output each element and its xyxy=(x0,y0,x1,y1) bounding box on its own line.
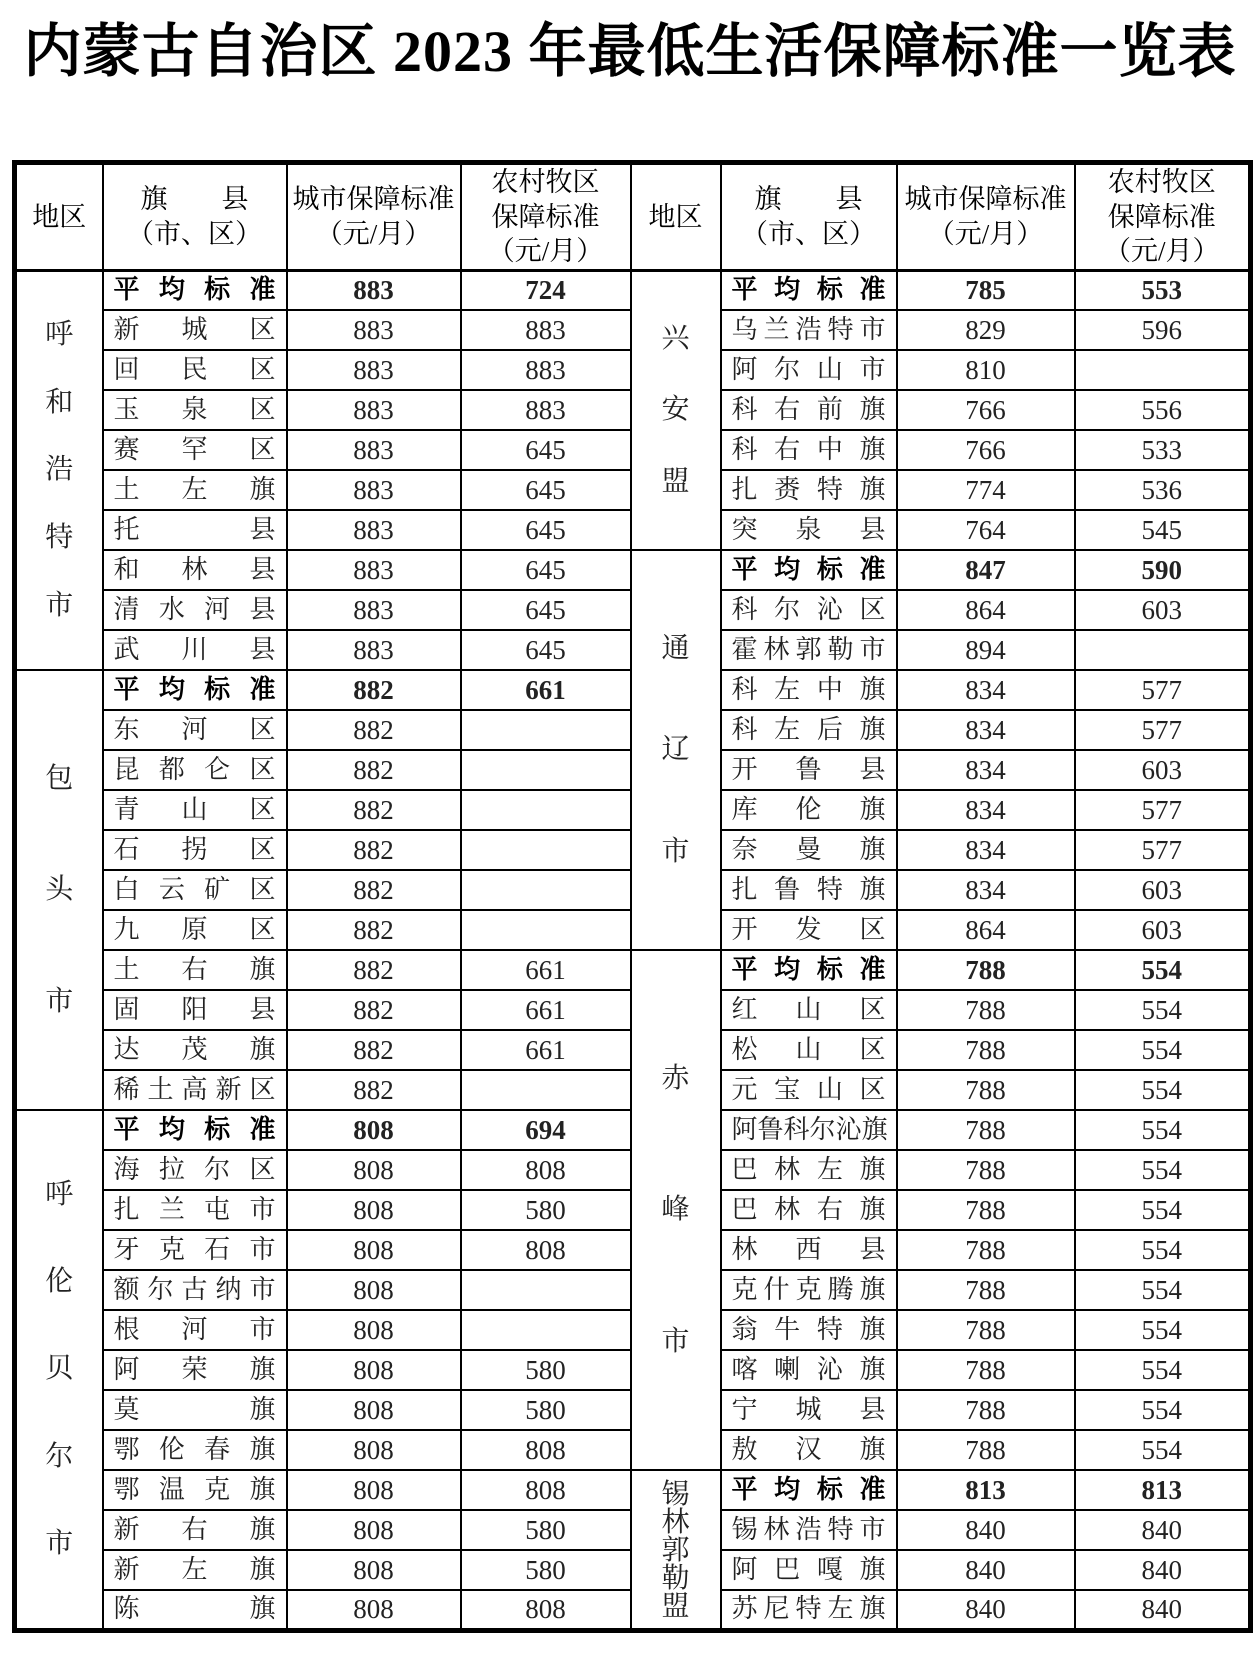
urban-standard-cell: 847 xyxy=(897,550,1075,590)
urban-standard-cell: 840 xyxy=(897,1510,1075,1550)
county-cell: 和 林 县 xyxy=(103,550,287,590)
urban-standard-cell: 883 xyxy=(287,550,461,590)
rural-standard-cell: 813 xyxy=(1075,1470,1251,1510)
region-label: 呼 伦 贝 尔 市 xyxy=(45,1178,74,1560)
header-county-line2: （市、区） xyxy=(127,218,262,249)
rural-standard-cell: 645 xyxy=(461,470,631,510)
urban-standard-cell: 882 xyxy=(287,790,461,830)
county-cell: 霍 林 郭 勒 市 xyxy=(721,630,897,670)
county-cell: 库 伦 旗 xyxy=(721,790,897,830)
header-rural-line3: （元/月） xyxy=(1103,236,1220,267)
rural-standard-cell: 883 xyxy=(461,310,631,350)
rural-standard-cell: 554 xyxy=(1075,1270,1251,1310)
urban-standard-cell: 882 xyxy=(287,950,461,990)
urban-standard-cell: 785 xyxy=(897,270,1075,310)
rural-standard-cell: 596 xyxy=(1075,310,1251,350)
county-cell: 东 河 区 xyxy=(103,710,287,750)
rural-standard-cell: 883 xyxy=(461,350,631,390)
urban-standard-cell: 788 xyxy=(897,950,1075,990)
header-rural-left xyxy=(461,163,631,271)
urban-standard-cell: 882 xyxy=(287,1030,461,1070)
rural-standard-cell: 883 xyxy=(461,390,631,430)
rural-standard-cell: 840 xyxy=(1075,1550,1251,1590)
rural-standard-cell: 661 xyxy=(461,990,631,1030)
county-cell: 开 鲁 县 xyxy=(721,750,897,790)
region-cell xyxy=(631,550,721,950)
county-cell: 武 川 县 xyxy=(103,630,287,670)
county-cell: 科 尔 沁 区 xyxy=(721,590,897,630)
county-cell: 扎 兰 屯 市 xyxy=(103,1190,287,1230)
county-cell: 科 左 后 旗 xyxy=(721,710,897,750)
header-rural-right xyxy=(1075,163,1251,271)
urban-standard-cell: 882 xyxy=(287,830,461,870)
urban-standard-cell: 834 xyxy=(897,710,1075,750)
urban-standard-cell: 883 xyxy=(287,270,461,310)
county-cell: 扎 鲁 特 旗 xyxy=(721,870,897,910)
urban-standard-cell: 840 xyxy=(897,1590,1075,1630)
rural-standard-cell: 580 xyxy=(461,1510,631,1550)
header-urban-line1: 城市保障标准 xyxy=(904,184,1067,215)
county-cell: 石 拐 区 xyxy=(103,830,287,870)
county-cell: 红 山 区 xyxy=(721,990,897,1030)
table-row xyxy=(15,270,1251,310)
rural-standard-cell: 577 xyxy=(1075,710,1251,750)
county-cell: 达 茂 旗 xyxy=(103,1030,287,1070)
rural-standard-cell: 577 xyxy=(1075,830,1251,870)
county-cell: 平 均 标 准 xyxy=(721,950,897,990)
rural-standard-cell: 554 xyxy=(1075,1310,1251,1350)
urban-standard-cell: 894 xyxy=(897,630,1075,670)
urban-standard-cell: 834 xyxy=(897,870,1075,910)
rural-standard-cell: 645 xyxy=(461,510,631,550)
county-cell: 奈 曼 旗 xyxy=(721,830,897,870)
table-row xyxy=(15,1470,1251,1510)
urban-standard-cell: 883 xyxy=(287,430,461,470)
county-cell: 固 阳 县 xyxy=(103,990,287,1030)
urban-standard-cell: 766 xyxy=(897,430,1075,470)
table-row xyxy=(15,950,1251,990)
rural-standard-cell: 554 xyxy=(1075,990,1251,1030)
rural-standard-cell: 580 xyxy=(461,1350,631,1390)
county-cell: 科 右 前 旗 xyxy=(721,390,897,430)
header-county-right xyxy=(721,163,897,271)
urban-standard-cell: 808 xyxy=(287,1230,461,1270)
rural-standard-cell: 724 xyxy=(461,270,631,310)
rural-standard-cell: 554 xyxy=(1075,1190,1251,1230)
urban-standard-cell: 883 xyxy=(287,630,461,670)
region-cell xyxy=(15,270,103,670)
county-cell: 巴 林 左 旗 xyxy=(721,1150,897,1190)
urban-standard-cell: 882 xyxy=(287,1070,461,1110)
header-rural-line1: 农村牧区 xyxy=(1107,167,1216,197)
county-cell: 青 山 区 xyxy=(103,790,287,830)
urban-standard-cell: 788 xyxy=(897,1190,1075,1230)
region-label: 通 辽 市 xyxy=(661,632,690,867)
header-county-line1: 旗 县 xyxy=(140,184,249,215)
rural-standard-cell xyxy=(461,870,631,910)
urban-standard-cell: 810 xyxy=(897,350,1075,390)
county-cell: 宁 城 县 xyxy=(721,1390,897,1430)
county-cell: 莫 旗 xyxy=(103,1390,287,1430)
header-rural-line2: 保障标准 xyxy=(491,201,600,232)
county-cell: 新 城 区 xyxy=(103,310,287,350)
county-cell: 平 均 标 准 xyxy=(721,1470,897,1510)
rural-standard-cell: 645 xyxy=(461,430,631,470)
county-cell: 土 右 旗 xyxy=(103,950,287,990)
rural-standard-cell: 577 xyxy=(1075,670,1251,710)
urban-standard-cell: 808 xyxy=(287,1150,461,1190)
table-body xyxy=(15,270,1251,1630)
rural-standard-cell: 590 xyxy=(1075,550,1251,590)
region-cell xyxy=(15,1110,103,1630)
county-cell: 鄂 温 克 旗 xyxy=(103,1470,287,1510)
rural-standard-cell: 554 xyxy=(1075,1070,1251,1110)
rural-standard-cell: 645 xyxy=(461,630,631,670)
urban-standard-cell: 808 xyxy=(287,1350,461,1390)
county-cell: 平 均 标 准 xyxy=(721,550,897,590)
rural-standard-cell: 808 xyxy=(461,1150,631,1190)
urban-standard-cell: 808 xyxy=(287,1270,461,1310)
rural-standard-cell: 603 xyxy=(1075,910,1251,950)
header-row xyxy=(15,163,1251,271)
urban-standard-cell: 882 xyxy=(287,710,461,750)
county-cell: 元 宝 山 区 xyxy=(721,1070,897,1110)
header-region-left: 地区 xyxy=(15,163,103,271)
county-cell: 玉 泉 区 xyxy=(103,390,287,430)
county-cell: 平 均 标 准 xyxy=(103,1110,287,1150)
urban-standard-cell: 788 xyxy=(897,1150,1075,1190)
region-label: 锡 林 郭 勒 盟 xyxy=(661,1479,690,1623)
urban-standard-cell: 808 xyxy=(287,1470,461,1510)
urban-standard-cell: 829 xyxy=(897,310,1075,350)
urban-standard-cell: 883 xyxy=(287,390,461,430)
rural-standard-cell: 694 xyxy=(461,1110,631,1150)
rural-standard-cell: 554 xyxy=(1075,1030,1251,1070)
urban-standard-cell: 883 xyxy=(287,590,461,630)
rural-standard-cell: 533 xyxy=(1075,430,1251,470)
county-cell: 松 山 区 xyxy=(721,1030,897,1070)
urban-standard-cell: 808 xyxy=(287,1430,461,1470)
rural-standard-cell: 603 xyxy=(1075,870,1251,910)
rural-standard-cell: 603 xyxy=(1075,750,1251,790)
rural-standard-cell: 580 xyxy=(461,1390,631,1430)
urban-standard-cell: 883 xyxy=(287,310,461,350)
header-rural-line2: 保障标准 xyxy=(1107,201,1216,232)
rural-standard-cell: 840 xyxy=(1075,1590,1251,1630)
county-cell: 平 均 标 准 xyxy=(721,270,897,310)
rural-standard-cell xyxy=(461,1310,631,1350)
rural-standard-cell: 553 xyxy=(1075,270,1251,310)
urban-standard-cell: 808 xyxy=(287,1110,461,1150)
region-cell xyxy=(631,270,721,550)
county-cell: 托 县 xyxy=(103,510,287,550)
rural-standard-cell: 554 xyxy=(1075,950,1251,990)
region-cell xyxy=(631,1470,721,1630)
urban-standard-cell: 788 xyxy=(897,1310,1075,1350)
rural-standard-cell: 603 xyxy=(1075,590,1251,630)
county-cell: 额 尔 古 纳 市 xyxy=(103,1270,287,1310)
county-cell: 昆 都 仑 区 xyxy=(103,750,287,790)
county-cell: 阿 尔 山 市 xyxy=(721,350,897,390)
urban-standard-cell: 813 xyxy=(897,1470,1075,1510)
urban-standard-cell: 840 xyxy=(897,1550,1075,1590)
county-cell: 稀 土 高 新 区 xyxy=(103,1070,287,1110)
urban-standard-cell: 834 xyxy=(897,790,1075,830)
urban-standard-cell: 808 xyxy=(287,1390,461,1430)
urban-standard-cell: 788 xyxy=(897,1430,1075,1470)
rural-standard-cell: 808 xyxy=(461,1230,631,1270)
urban-standard-cell: 882 xyxy=(287,670,461,710)
urban-standard-cell: 882 xyxy=(287,990,461,1030)
urban-standard-cell: 788 xyxy=(897,1390,1075,1430)
region-label: 兴 安 盟 xyxy=(661,323,690,497)
rural-standard-cell: 808 xyxy=(461,1590,631,1630)
urban-standard-cell: 774 xyxy=(897,470,1075,510)
urban-standard-cell: 882 xyxy=(287,870,461,910)
urban-standard-cell: 808 xyxy=(287,1550,461,1590)
header-urban-line1: 城市保障标准 xyxy=(292,184,455,215)
header-rural-line1: 农村牧区 xyxy=(491,167,600,197)
region-label: 呼 和 浩 特 市 xyxy=(45,319,74,621)
header-county-left xyxy=(103,163,287,271)
rural-standard-cell: 556 xyxy=(1075,390,1251,430)
county-cell: 巴 林 右 旗 xyxy=(721,1190,897,1230)
county-cell: 新 右 旗 xyxy=(103,1510,287,1550)
table-header xyxy=(15,163,1251,271)
header-urban-right xyxy=(897,163,1075,271)
urban-standard-cell: 808 xyxy=(287,1590,461,1630)
region-label: 赤 峰 市 xyxy=(661,1062,690,1357)
header-region-right: 地区 xyxy=(631,163,721,271)
standards-table xyxy=(12,160,1253,1633)
rural-standard-cell xyxy=(461,790,631,830)
rural-standard-cell xyxy=(461,1270,631,1310)
header-county-line1: 旗 县 xyxy=(754,184,863,215)
county-cell: 陈 旗 xyxy=(103,1590,287,1630)
rural-standard-cell: 554 xyxy=(1075,1230,1251,1270)
urban-standard-cell: 808 xyxy=(287,1190,461,1230)
urban-standard-cell: 808 xyxy=(287,1310,461,1350)
rural-standard-cell: 808 xyxy=(461,1470,631,1510)
region-cell xyxy=(631,950,721,1470)
rural-standard-cell: 580 xyxy=(461,1190,631,1230)
county-cell: 土 左 旗 xyxy=(103,470,287,510)
urban-standard-cell: 883 xyxy=(287,470,461,510)
rural-standard-cell: 577 xyxy=(1075,790,1251,830)
header-urban-left xyxy=(287,163,461,271)
rural-standard-cell: 580 xyxy=(461,1550,631,1590)
county-cell: 科 右 中 旗 xyxy=(721,430,897,470)
urban-standard-cell: 788 xyxy=(897,1030,1075,1070)
header-urban-line2: （元/月） xyxy=(927,218,1044,249)
urban-standard-cell: 882 xyxy=(287,910,461,950)
rural-standard-cell: 661 xyxy=(461,670,631,710)
urban-standard-cell: 864 xyxy=(897,910,1075,950)
urban-standard-cell: 788 xyxy=(897,1230,1075,1270)
county-cell: 牙 克 石 市 xyxy=(103,1230,287,1270)
urban-standard-cell: 808 xyxy=(287,1510,461,1550)
county-cell: 平 均 标 准 xyxy=(103,270,287,310)
county-cell: 阿 荣 旗 xyxy=(103,1350,287,1390)
urban-standard-cell: 766 xyxy=(897,390,1075,430)
rural-standard-cell xyxy=(461,710,631,750)
rural-standard-cell: 661 xyxy=(461,1030,631,1070)
rural-standard-cell: 554 xyxy=(1075,1110,1251,1150)
urban-standard-cell: 834 xyxy=(897,830,1075,870)
urban-standard-cell: 788 xyxy=(897,1070,1075,1110)
county-cell: 回 民 区 xyxy=(103,350,287,390)
rural-standard-cell: 554 xyxy=(1075,1350,1251,1390)
urban-standard-cell: 883 xyxy=(287,510,461,550)
rural-standard-cell xyxy=(461,1070,631,1110)
rural-standard-cell: 536 xyxy=(1075,470,1251,510)
county-cell: 乌 兰 浩 特 市 xyxy=(721,310,897,350)
rural-standard-cell: 661 xyxy=(461,950,631,990)
county-cell: 根 河 市 xyxy=(103,1310,287,1350)
county-cell: 白 云 矿 区 xyxy=(103,870,287,910)
header-county-line2: （市、区） xyxy=(741,218,876,249)
county-cell: 平 均 标 准 xyxy=(103,670,287,710)
county-cell: 科 左 中 旗 xyxy=(721,670,897,710)
rural-standard-cell xyxy=(461,910,631,950)
county-cell: 喀 喇 沁 旗 xyxy=(721,1350,897,1390)
urban-standard-cell: 788 xyxy=(897,1350,1075,1390)
county-cell: 九 原 区 xyxy=(103,910,287,950)
rural-standard-cell: 554 xyxy=(1075,1390,1251,1430)
county-cell: 突 泉 县 xyxy=(721,510,897,550)
rural-standard-cell: 554 xyxy=(1075,1150,1251,1190)
county-cell: 林 西 县 xyxy=(721,1230,897,1270)
table-row xyxy=(15,550,1251,590)
county-cell: 赛 罕 区 xyxy=(103,430,287,470)
urban-standard-cell: 788 xyxy=(897,990,1075,1030)
rural-standard-cell xyxy=(461,830,631,870)
rural-standard-cell: 645 xyxy=(461,550,631,590)
urban-standard-cell: 882 xyxy=(287,750,461,790)
rural-standard-cell: 545 xyxy=(1075,510,1251,550)
rural-standard-cell: 840 xyxy=(1075,1510,1251,1550)
urban-standard-cell: 764 xyxy=(897,510,1075,550)
urban-standard-cell: 788 xyxy=(897,1270,1075,1310)
urban-standard-cell: 864 xyxy=(897,590,1075,630)
rural-standard-cell xyxy=(461,750,631,790)
county-cell: 海 拉 尔 区 xyxy=(103,1150,287,1190)
county-cell: 苏 尼 特 左 旗 xyxy=(721,1590,897,1630)
county-cell: 阿 巴 嘎 旗 xyxy=(721,1550,897,1590)
county-cell: 锡 林 浩 特 市 xyxy=(721,1510,897,1550)
region-label: 包 头 市 xyxy=(45,762,74,1017)
rural-standard-cell: 808 xyxy=(461,1430,631,1470)
urban-standard-cell: 883 xyxy=(287,350,461,390)
county-cell: 阿 鲁 科 尔 沁 旗 xyxy=(721,1110,897,1150)
county-cell: 开 发 区 xyxy=(721,910,897,950)
urban-standard-cell: 834 xyxy=(897,750,1075,790)
county-cell: 新 左 旗 xyxy=(103,1550,287,1590)
county-cell: 清 水 河 县 xyxy=(103,590,287,630)
header-urban-line2: （元/月） xyxy=(315,218,432,249)
rural-standard-cell xyxy=(1075,350,1251,390)
rural-standard-cell: 554 xyxy=(1075,1430,1251,1470)
county-cell: 克 什 克 腾 旗 xyxy=(721,1270,897,1310)
header-rural-line3: （元/月） xyxy=(487,236,604,267)
county-cell: 敖 汉 旗 xyxy=(721,1430,897,1470)
rural-standard-cell xyxy=(1075,630,1251,670)
page-title: 内蒙古自治区 2023 年最低生活保障标准一览表 xyxy=(23,19,1237,84)
urban-standard-cell: 788 xyxy=(897,1110,1075,1150)
county-cell: 翁 牛 特 旗 xyxy=(721,1310,897,1350)
rural-standard-cell: 645 xyxy=(461,590,631,630)
county-cell: 鄂 伦 春 旗 xyxy=(103,1430,287,1470)
county-cell: 扎 赉 特 旗 xyxy=(721,470,897,510)
urban-standard-cell: 834 xyxy=(897,670,1075,710)
region-cell xyxy=(15,670,103,1110)
